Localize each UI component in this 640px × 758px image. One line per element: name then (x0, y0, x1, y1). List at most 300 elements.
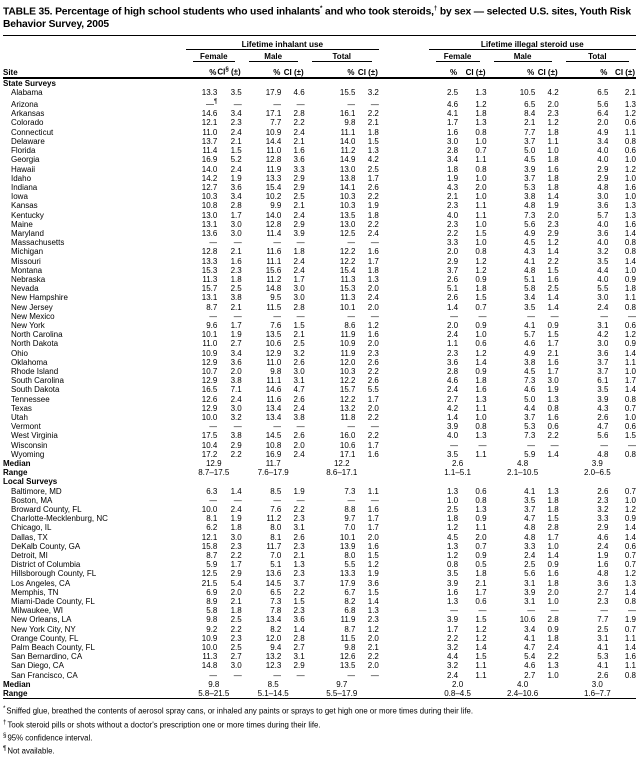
value-cell: 2.0 (597, 118, 609, 128)
value-cell: 12.1 (201, 118, 218, 128)
value-cell: 7.3 (524, 210, 536, 220)
value-cell: 6.3 (206, 486, 218, 496)
value-cell: 1.3 (446, 541, 459, 551)
group-gap (379, 551, 429, 560)
summary-value: 12.9 (205, 459, 222, 468)
value-cell: 1.5 (475, 615, 487, 625)
table-row (3, 625, 636, 634)
value-cell: 17.1 (339, 449, 356, 459)
value-cell: 4.0 (597, 146, 609, 156)
value-cell: 8.9 (206, 597, 218, 607)
site-name: Arkansas (11, 109, 45, 119)
site-name: District of Columbia (11, 560, 81, 570)
summary-value: 3.0 (591, 679, 603, 689)
value-cell: 2.6 (293, 357, 305, 367)
value-cell: 2.0 (230, 366, 242, 376)
footnote-line (3, 718, 637, 731)
value-cell: 2.9 (597, 164, 609, 174)
value-cell: 7.3 (270, 597, 282, 607)
group-gap (379, 680, 429, 689)
value-cell: 3.0 (293, 284, 305, 294)
value-cell: 12.2 (339, 247, 356, 257)
value-cell: 4.1 (446, 109, 459, 119)
value-cell: 2.5 (446, 505, 459, 515)
value-cell: 2.5 (293, 192, 305, 202)
group-label-inhalant: Lifetime inhalant use (186, 36, 379, 50)
value-cell: 1.4 (293, 624, 305, 634)
site-name: Nebraska (11, 274, 46, 284)
value-cell: 1.7 (367, 523, 379, 533)
value-cell: 1.1 (475, 449, 487, 459)
table-row (3, 284, 636, 293)
group-gap (379, 137, 429, 146)
site-name: South Carolina (11, 376, 64, 386)
group-gap (379, 174, 429, 183)
value-cell: 1.7 (475, 587, 487, 597)
value-cell: 5.5 (367, 385, 379, 395)
value-cell: — (370, 495, 379, 505)
value-cell: 3.9 (597, 394, 609, 404)
value-cell: 2.1 (624, 88, 636, 98)
value-cell: — (347, 311, 356, 321)
value-cell: 1.1 (475, 523, 487, 533)
value-cell: 1.3 (547, 394, 559, 404)
value-cell: 4.8 (524, 201, 536, 211)
value-cell: 3.4 (230, 192, 242, 202)
value-cell: 4.2 (597, 330, 609, 340)
value-cell: 3.3 (293, 164, 305, 174)
table-row (3, 257, 636, 266)
value-cell: — (296, 100, 305, 110)
value-cell: 1.0 (624, 495, 636, 505)
value-cell: 2.8 (293, 302, 305, 312)
group-gap (379, 146, 429, 155)
site-name: Kansas (11, 201, 38, 211)
value-cell: — (233, 311, 242, 321)
value-cell: —¶ (206, 98, 218, 110)
subgroup-inhalant-male: Male (242, 50, 305, 63)
footnote-text: Not available. (7, 747, 55, 757)
value-cell: 4.5 (524, 366, 536, 376)
value-cell: — (209, 495, 218, 505)
value-cell: 2.9 (293, 219, 305, 229)
value-cell: 2.9 (293, 173, 305, 183)
summary-value: 1.1–5.1 (444, 468, 471, 478)
value-cell: 1.1 (446, 339, 459, 349)
value-cell: 15.4 (339, 265, 356, 275)
value-cell: 2.8 (446, 146, 459, 156)
value-cell: 0.8 (547, 403, 559, 413)
value-cell: 11.4 (202, 146, 218, 156)
value-cell: 2.4 (446, 385, 459, 395)
value-cell: 0.9 (475, 274, 487, 284)
value-cell: 2.6 (446, 274, 459, 284)
table-row (3, 201, 636, 210)
value-cell: 11.9 (340, 348, 356, 358)
value-cell: 2.3 (597, 597, 609, 607)
value-cell: 9.8 (344, 118, 356, 128)
value-cell: 1.8 (230, 523, 242, 533)
footnote-marker: ¶ (3, 745, 7, 753)
value-cell: 0.8 (446, 560, 459, 570)
group-gap (379, 229, 429, 238)
value-cell: 1.6 (475, 385, 487, 395)
value-cell: 3.2 (293, 348, 305, 358)
footnote-text: Took steroid pills or shots without a doctor's prescription one or more times during their life. (7, 720, 321, 730)
value-cell: 0.6 (475, 597, 487, 607)
value-cell: 14.0 (339, 136, 356, 146)
value-cell: 17.1 (265, 109, 282, 119)
value-cell: 12.5 (201, 569, 218, 579)
value-cell: 10.1 (339, 302, 356, 312)
value-cell: 12.9 (265, 348, 282, 358)
group-gap (379, 671, 429, 680)
value-cell: 13.5 (339, 661, 356, 671)
value-cell: 4.1 (597, 661, 609, 671)
value-cell: 5.8 (524, 284, 536, 294)
value-cell: 2.1 (293, 330, 305, 340)
value-cell: 1.5 (475, 652, 487, 662)
summary-value: 8.7–17.5 (198, 468, 230, 478)
value-cell: 2.8 (230, 201, 242, 211)
value-cell: 11.1 (266, 256, 282, 266)
value-cell: 2.1 (293, 551, 305, 561)
value-cell: 15.6 (265, 265, 282, 275)
group-gap (379, 413, 429, 422)
value-cell: 5.7 (524, 330, 536, 340)
value-cell: 2.4 (293, 256, 305, 266)
value-cell: 14.6 (265, 385, 282, 395)
value-cell: 1.0 (624, 366, 636, 376)
table-row (3, 652, 636, 661)
value-cell: 5.9 (206, 560, 218, 570)
value-cell: 1.8 (475, 376, 487, 386)
value-cell: 2.5 (446, 88, 459, 98)
value-cell: 4.9 (524, 348, 536, 358)
value-cell: 1.0 (475, 412, 487, 422)
group-gap (379, 339, 429, 348)
value-cell: 4.9 (597, 127, 609, 137)
value-cell: 1.0 (547, 597, 559, 607)
value-cell: — (600, 606, 609, 616)
value-cell: 5.2 (230, 155, 242, 165)
value-cell: 0.9 (475, 514, 487, 524)
value-cell: 0.9 (475, 366, 487, 376)
value-cell: 1.6 (624, 219, 636, 229)
table-row (3, 597, 636, 606)
group-gap (379, 62, 429, 78)
value-cell: 1.8 (446, 514, 459, 524)
table-row (3, 376, 636, 385)
value-cell: 1.8 (624, 284, 636, 294)
group-gap (379, 643, 429, 652)
value-cell: 1.4 (367, 597, 379, 607)
value-cell: 3.6 (293, 615, 305, 625)
value-cell: 1.8 (475, 109, 487, 119)
value-cell: 0.8 (475, 164, 487, 174)
value-cell: 1.1 (475, 661, 487, 671)
value-cell: 11.0 (266, 357, 282, 367)
value-cell: 0.9 (547, 624, 559, 634)
value-cell: 4.0 (597, 155, 609, 165)
value-cell: 1.8 (367, 210, 379, 220)
value-cell: 3.3 (446, 238, 459, 248)
value-cell: 1.1 (367, 486, 379, 496)
summary-value: 2.0 (452, 679, 464, 689)
value-cell: 9.6 (206, 320, 218, 330)
value-cell: 2.4 (230, 164, 242, 174)
group-gap (379, 321, 429, 330)
value-cell: 1.7 (230, 320, 242, 330)
value-cell: 0.7 (624, 551, 636, 561)
measure-header: % (487, 62, 536, 78)
value-cell: 1.6 (624, 652, 636, 662)
measure-header: % (429, 62, 458, 78)
value-cell: 3.8 (230, 376, 242, 386)
measure-header: CI (±) (458, 62, 486, 78)
value-cell: 1.7 (293, 274, 305, 284)
value-cell: 0.6 (624, 320, 636, 330)
value-cell: 9.8 (206, 615, 218, 625)
value-cell: 3.4 (524, 293, 536, 303)
value-cell: 2.4 (293, 210, 305, 220)
value-cell: 11.9 (266, 164, 282, 174)
value-cell: 1.7 (547, 532, 559, 542)
value-cell: 0.7 (475, 541, 487, 551)
group-gap (379, 533, 429, 542)
group-gap (379, 569, 429, 578)
site-name: Delaware (11, 136, 45, 146)
value-cell: 2.1 (230, 136, 242, 146)
value-cell: 1.8 (367, 127, 379, 137)
summary-value: 2.0–6.5 (583, 468, 611, 478)
site-name: Memphis, TN (11, 587, 59, 597)
value-cell: 1.6 (547, 569, 559, 579)
site-name: Palm Beach County, FL (11, 643, 95, 653)
table-row (3, 505, 636, 514)
summary-value: 2.6 (452, 459, 464, 468)
value-cell: 1.8 (293, 247, 305, 257)
value-cell: 12.6 (201, 394, 218, 404)
group-gap (379, 652, 429, 661)
value-cell: 2.4 (230, 127, 242, 137)
value-cell: 3.0 (597, 339, 609, 349)
value-cell: 15.3 (201, 265, 218, 275)
value-cell: 2.3 (547, 109, 559, 119)
value-cell: 2.7 (524, 670, 536, 680)
site-name: Connecticut (11, 127, 54, 137)
value-cell: 1.9 (624, 615, 636, 625)
value-cell: 7.6 (270, 320, 282, 330)
value-cell: 0.7 (624, 486, 636, 496)
value-cell: 10.9 (339, 339, 356, 349)
value-cell: 1.6 (547, 412, 559, 422)
summary-value: 8.6–17.1 (326, 468, 358, 478)
value-cell: 2.2 (230, 449, 242, 459)
value-cell: 3.2 (597, 505, 609, 515)
summary-value: 9.8 (208, 679, 220, 689)
value-cell: 14.2 (201, 173, 218, 183)
value-cell: — (527, 606, 536, 616)
value-cell: 2.2 (367, 652, 379, 662)
summary-value: 4.8 (517, 459, 529, 468)
value-cell: 4.7 (293, 385, 305, 395)
value-cell: 2.3 (230, 633, 242, 643)
value-cell: 3.5 (597, 385, 609, 395)
value-cell: 7.7 (597, 615, 609, 625)
value-cell: 1.4 (547, 449, 559, 459)
value-cell: 4.6 (446, 100, 459, 110)
value-cell: 7.1 (230, 385, 242, 395)
site-name: Broward County, FL (11, 505, 82, 515)
value-cell: 1.3 (367, 146, 379, 156)
value-cell: 1.4 (624, 385, 636, 395)
value-cell: 0.8 (475, 127, 487, 137)
value-cell: 1.4 (475, 643, 487, 653)
measure-header: % (559, 62, 609, 78)
value-cell: 1.5 (547, 265, 559, 275)
value-cell: 11.2 (340, 146, 356, 156)
site-name: New Orleans, LA (11, 615, 72, 625)
summary-value: 2.4–10.6 (507, 689, 539, 699)
summary-value: 11.7 (265, 459, 281, 468)
site-name: Wisconsin (11, 440, 48, 450)
value-cell: 6.2 (206, 523, 218, 533)
value-cell: 0.8 (624, 670, 636, 680)
value-cell: 2.3 (446, 201, 459, 211)
value-cell: 1.3 (446, 486, 459, 496)
value-cell: 2.0 (547, 587, 559, 597)
site-name: New Hampshire (11, 293, 68, 303)
footnote-marker: ¶ (214, 98, 218, 106)
value-cell: 5.6 (597, 431, 609, 441)
value-cell: — (347, 670, 356, 680)
value-cell: 6.5 (524, 100, 536, 110)
value-cell: 7.6 (270, 505, 282, 515)
value-cell: 1.5 (230, 146, 242, 156)
site-name: Hillsborough County, FL (11, 569, 97, 579)
group-gap (379, 247, 429, 256)
value-cell: 11.9 (340, 615, 356, 625)
value-cell: 4.0 (597, 219, 609, 229)
value-cell: 2.4 (293, 449, 305, 459)
value-cell: 1.4 (624, 348, 636, 358)
value-cell: 1.2 (624, 109, 636, 119)
table-row (3, 293, 636, 302)
value-cell: 15.3 (339, 284, 356, 294)
value-cell: 1.6 (624, 182, 636, 192)
value-cell: — (628, 606, 636, 616)
value-cell: 16.0 (339, 431, 356, 441)
value-cell: 10.6 (339, 440, 356, 450)
group-gap (379, 560, 429, 569)
group-gap (379, 385, 429, 394)
value-cell: 5.0 (524, 394, 536, 404)
value-cell: 1.5 (475, 293, 487, 303)
value-cell: 2.9 (293, 182, 305, 192)
value-cell: 10.1 (201, 330, 218, 340)
value-cell: 1.2 (475, 100, 487, 110)
group-header-row (3, 36, 636, 50)
value-cell: 1.3 (547, 486, 559, 496)
value-cell: 1.7 (547, 339, 559, 349)
value-cell: 0.9 (624, 274, 636, 284)
summary-row (3, 468, 636, 477)
value-cell: 12.2 (339, 376, 356, 386)
value-cell: 3.5 (446, 569, 459, 579)
value-cell: 2.3 (293, 569, 305, 579)
value-cell: 1.4 (624, 587, 636, 597)
section-header-row (3, 477, 636, 486)
value-cell: 2.4 (293, 403, 305, 413)
value-cell: 13.5 (265, 330, 282, 340)
value-cell: 3.8 (524, 192, 536, 202)
value-cell: 3.0 (597, 293, 609, 303)
value-cell: 1.0 (624, 412, 636, 422)
value-cell: 1.7 (367, 514, 379, 524)
value-cell: 2.2 (547, 652, 559, 662)
value-cell: 2.6 (293, 431, 305, 441)
group-gap (379, 220, 429, 229)
value-cell: 1.9 (230, 330, 242, 340)
value-cell: 1.5 (367, 136, 379, 146)
value-cell: 4.1 (524, 320, 536, 330)
value-cell: 1.6 (597, 560, 609, 570)
value-cell: 3.0 (230, 219, 242, 229)
value-cell: 1.9 (230, 173, 242, 183)
table-row (3, 118, 636, 127)
value-cell: 2.0 (446, 320, 459, 330)
value-cell: 5.7 (597, 210, 609, 220)
value-cell: 1.8 (475, 284, 487, 294)
value-cell: 0.7 (475, 146, 487, 156)
value-cell: — (273, 238, 282, 248)
value-cell: 1.8 (446, 164, 459, 174)
value-cell: 2.1 (547, 348, 559, 358)
value-cell: 2.6 (293, 394, 305, 404)
value-cell: 0.8 (624, 238, 636, 248)
value-cell: 10.6 (265, 339, 282, 349)
value-cell: 1.5 (547, 514, 559, 524)
value-cell: 1.9 (597, 551, 609, 561)
value-cell: 10.2 (265, 192, 282, 202)
table-title: TABLE 35. Percentage of high school students who used inhalants* and who took steroids,† by sex — selected U.S. sites, Youth Risk Behavior Survey, 2005 (3, 5, 631, 31)
value-cell: 0.6 (624, 422, 636, 432)
table-row (3, 643, 636, 652)
value-cell: 2.2 (446, 228, 459, 238)
value-cell: 4.1 (524, 256, 536, 266)
value-cell: 4.0 (446, 210, 459, 220)
value-cell: 5.0 (524, 146, 536, 156)
table-row (3, 422, 636, 431)
value-cell: 13.1 (201, 293, 218, 303)
value-cell: 4.4 (597, 265, 609, 275)
value-cell: 4.5 (446, 532, 459, 542)
value-cell: 4.1 (597, 643, 609, 653)
footnote-marker: † (433, 5, 438, 12)
value-cell: 17.9 (339, 578, 356, 588)
value-cell: 14.9 (339, 155, 356, 165)
value-cell: 3.6 (446, 357, 459, 367)
value-cell: 3.9 (524, 587, 536, 597)
value-cell: 7.3 (344, 486, 356, 496)
group-gap (379, 312, 429, 321)
site-name: Tennessee (11, 394, 50, 404)
value-cell: 3.6 (230, 357, 242, 367)
table-row (3, 367, 636, 376)
value-cell: 3.0 (597, 192, 609, 202)
table-row (3, 560, 636, 569)
